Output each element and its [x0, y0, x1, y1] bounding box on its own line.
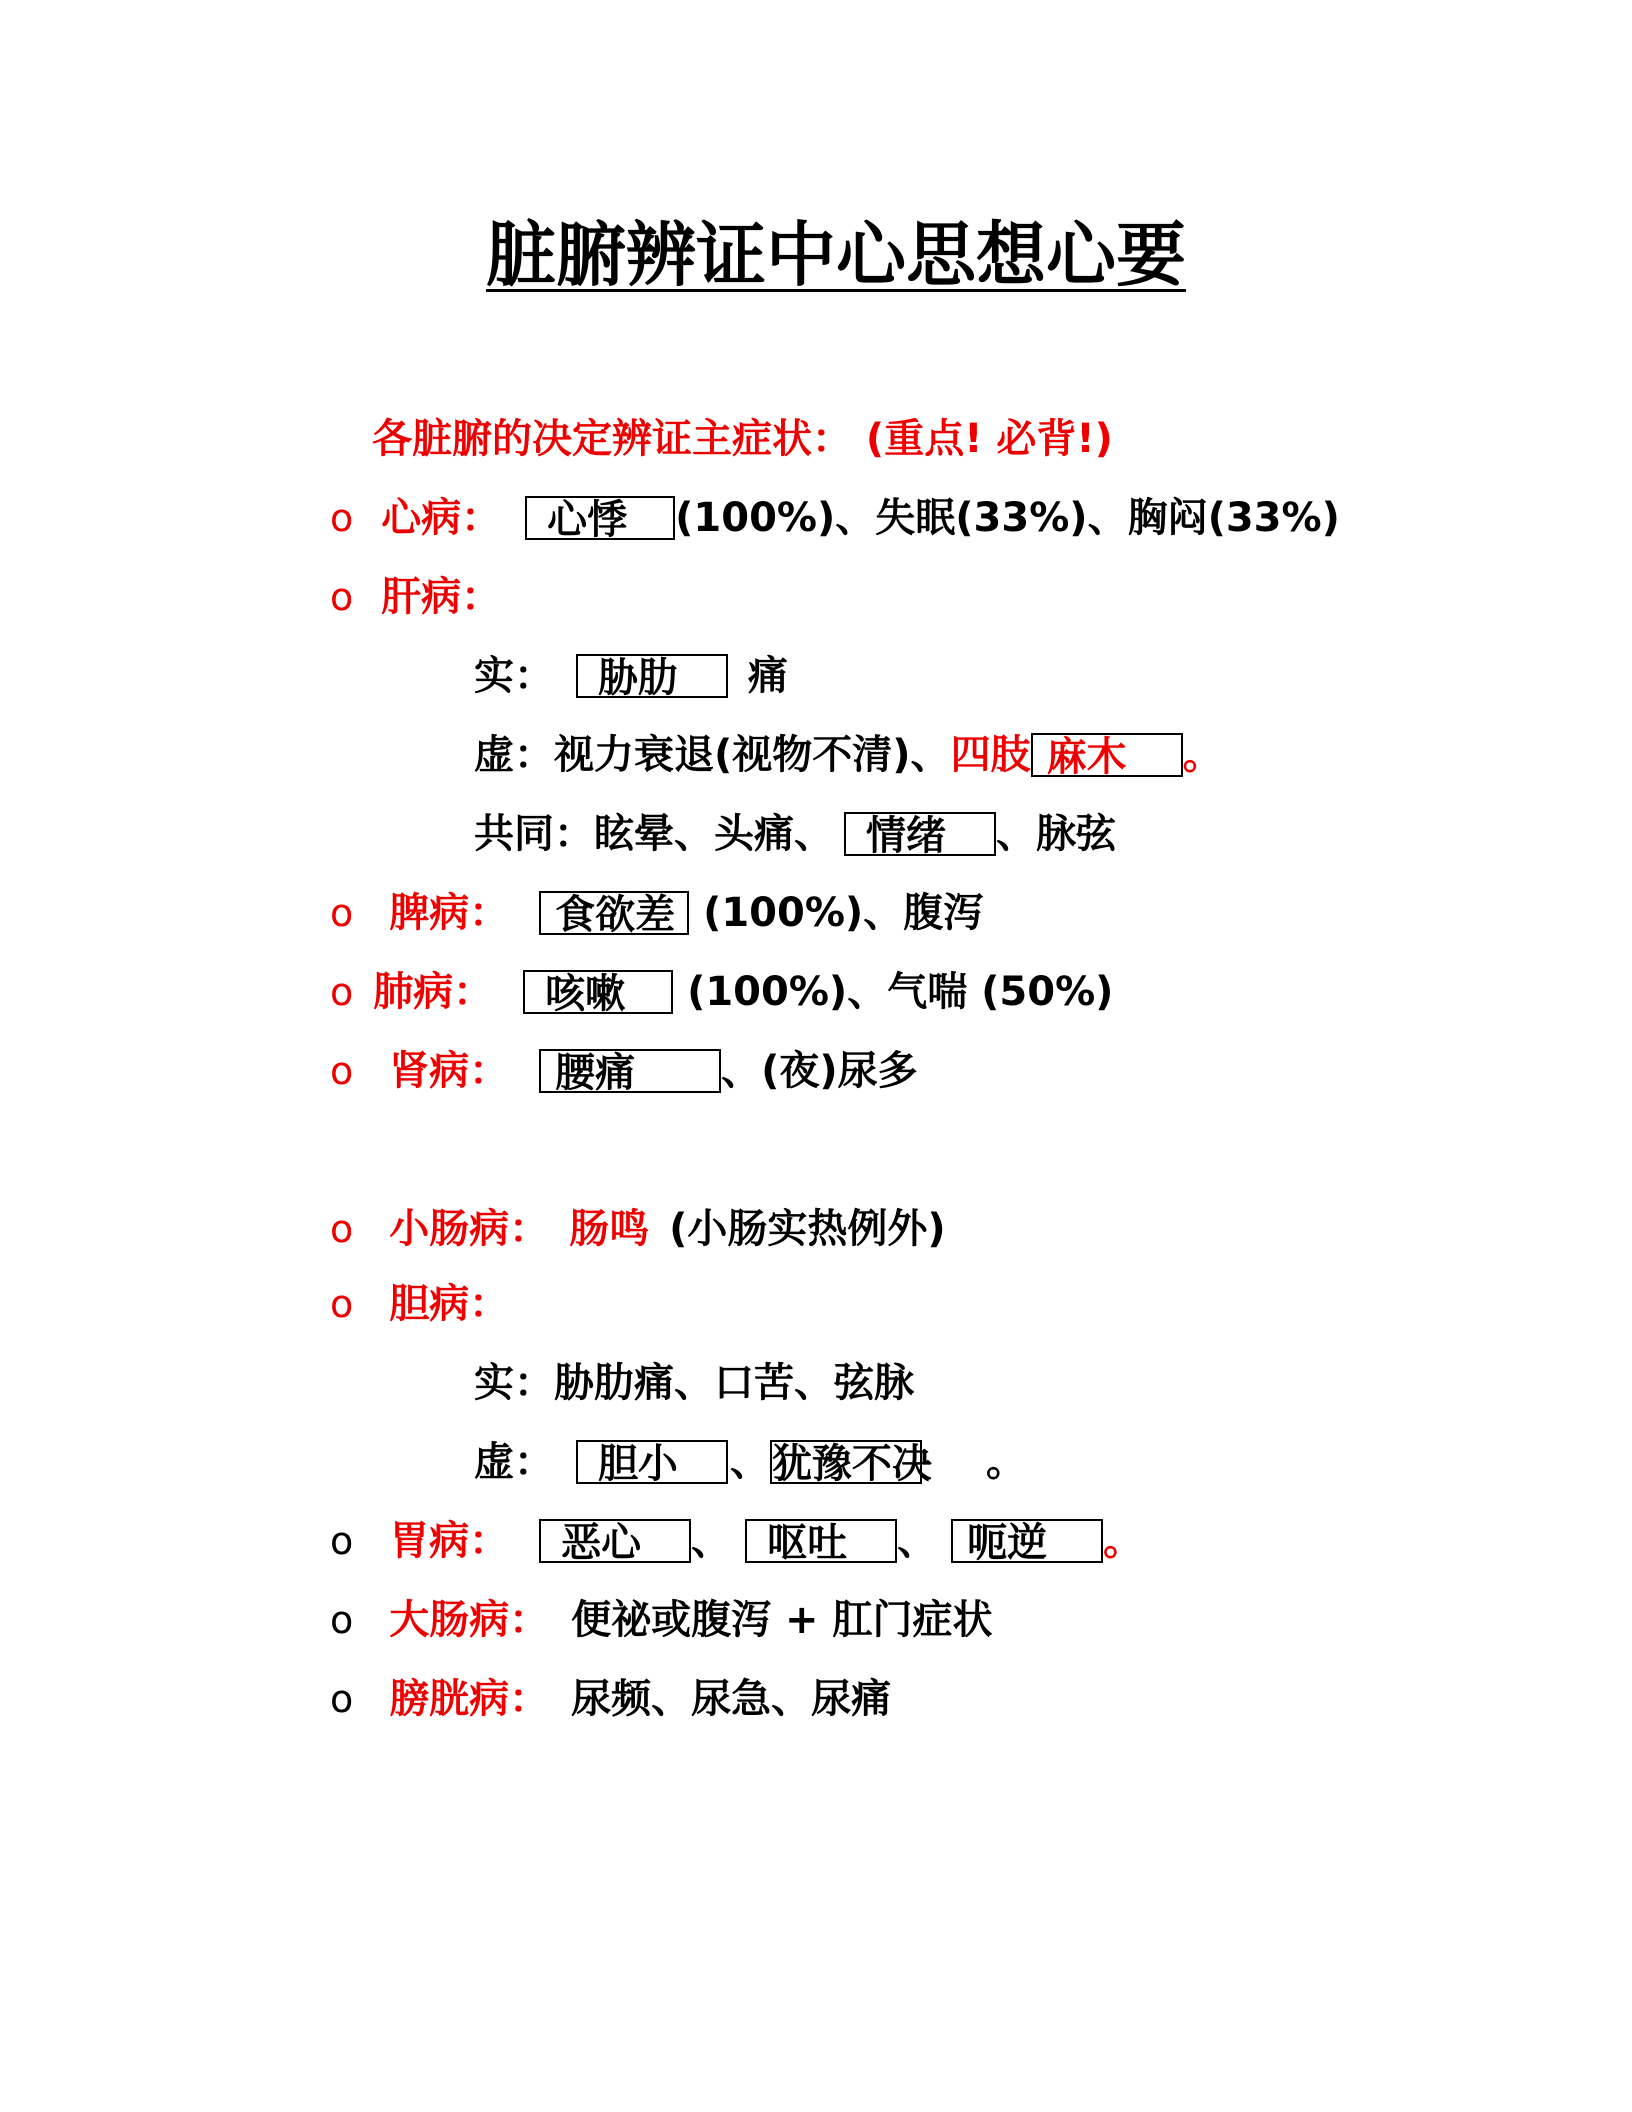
bullet-icon: o — [330, 1207, 354, 1251]
liver-xu-end: 。 — [1182, 732, 1223, 778]
gallbladder-line — [330, 1279, 509, 1329]
lung-label: 肺病： — [373, 969, 494, 1015]
spleen-rest: (100%)、腹泻 — [703, 890, 984, 936]
bullet-icon: o — [330, 1677, 354, 1721]
stomach-sep2: 、 — [897, 1518, 938, 1564]
lung-rest: (100%)、气喘 (50%) — [687, 969, 1114, 1015]
gallbladder-xu-sep: 、 — [729, 1439, 770, 1485]
liver-xu-box: 麻木 — [1031, 733, 1183, 777]
page-title-text: 脏腑辨证中心思想心要 — [486, 214, 1186, 296]
bullet-icon: o — [330, 1282, 354, 1326]
heart-line — [330, 493, 1340, 543]
stomach-label: 胃病： — [389, 1518, 510, 1564]
stomach-box3: 呃逆 — [951, 1519, 1103, 1563]
liver-xu-label: 虚： — [474, 732, 554, 778]
bullet-icon: o — [330, 970, 354, 1014]
small-intestine-line — [330, 1204, 946, 1254]
liver-label: 肝病： — [381, 574, 502, 620]
liver-common-label: 共同： — [474, 811, 594, 857]
liver-shi-rest: 痛 — [747, 653, 788, 699]
bladder-line — [330, 1674, 891, 1724]
liver-xu-line — [474, 730, 1223, 780]
liver-xu-text: 视力衰退(视物不清)、 — [554, 732, 951, 778]
kidney-label: 肾病： — [389, 1048, 510, 1094]
gallbladder-shi-text: 胁肋痛、口苦、弦脉 — [554, 1360, 914, 1406]
stomach-box2: 呕吐 — [745, 1519, 897, 1563]
bullet-icon: o — [330, 496, 354, 540]
small-intestine-rest: (小肠实热例外) — [669, 1206, 946, 1252]
small-intestine-label: 小肠病： — [389, 1206, 550, 1252]
liver-common-line — [474, 809, 1116, 859]
stomach-sep1: 、 — [691, 1518, 732, 1564]
kidney-line — [330, 1046, 918, 1096]
kidney-rest: 、(夜)尿多 — [721, 1048, 918, 1094]
bullet-icon: o — [330, 575, 354, 619]
gallbladder-shi-label: 实： — [474, 1360, 554, 1406]
large-intestine-line — [330, 1595, 993, 1645]
liver-shi-box: 胁肋 — [576, 654, 728, 698]
spleen-label: 脾病： — [389, 890, 510, 936]
bullet-icon: o — [330, 1598, 354, 1642]
bullet-icon: o — [330, 1049, 354, 1093]
gallbladder-label: 胆病： — [389, 1281, 510, 1327]
large-intestine-label: 大肠病： — [389, 1597, 550, 1643]
liver-line — [330, 572, 501, 622]
liver-common-rest: 、脉弦 — [996, 811, 1116, 857]
liver-common-text: 眩晕、头痛、 — [594, 811, 834, 857]
liver-xu-red-text: 四肢 — [950, 732, 1031, 778]
gallbladder-shi-line — [474, 1358, 914, 1408]
bladder-text: 尿频、尿急、尿痛 — [571, 1676, 892, 1722]
page-title — [0, 213, 1632, 297]
gallbladder-xu-box1: 胆小 — [576, 1440, 728, 1484]
heart-answer-box: 心悸 — [525, 496, 675, 540]
liver-shi-label: 实： — [474, 653, 554, 699]
intro-line: 各脏腑的决定辨证主症状： (重点! 必背!) — [372, 416, 1113, 462]
stomach-end: 。 — [1103, 1518, 1144, 1564]
spleen-answer-box: 食欲差 — [539, 891, 689, 935]
kidney-answer-box: 腰痛 — [539, 1049, 721, 1093]
gallbladder-xu-end: 。 — [985, 1439, 1026, 1485]
bullet-icon: o — [330, 1519, 354, 1563]
liver-common-box: 情绪 — [844, 812, 996, 856]
bullet-icon: o — [330, 891, 354, 935]
small-intestine-red-text: 肠鸣 — [569, 1206, 650, 1252]
stomach-line — [330, 1516, 1143, 1566]
large-intestine-text: 便祕或腹泻 + 肛门症状 — [571, 1597, 993, 1643]
lung-line — [330, 967, 1113, 1017]
spleen-line — [330, 888, 983, 938]
gallbladder-xu-label: 虚： — [474, 1439, 554, 1485]
lung-answer-box: 咳嗽 — [523, 970, 673, 1014]
gallbladder-xu-box2: 犹豫不决 — [771, 1441, 932, 1487]
gallbladder-xu-line — [474, 1437, 1026, 1487]
bladder-label: 膀胱病： — [389, 1676, 550, 1722]
heart-rest: (100%)、失眠(33%)、胸闷(33%) — [675, 495, 1340, 541]
liver-shi-line — [474, 651, 788, 701]
stomach-box1: 恶心 — [539, 1519, 691, 1563]
heart-label: 心病： — [381, 495, 502, 541]
